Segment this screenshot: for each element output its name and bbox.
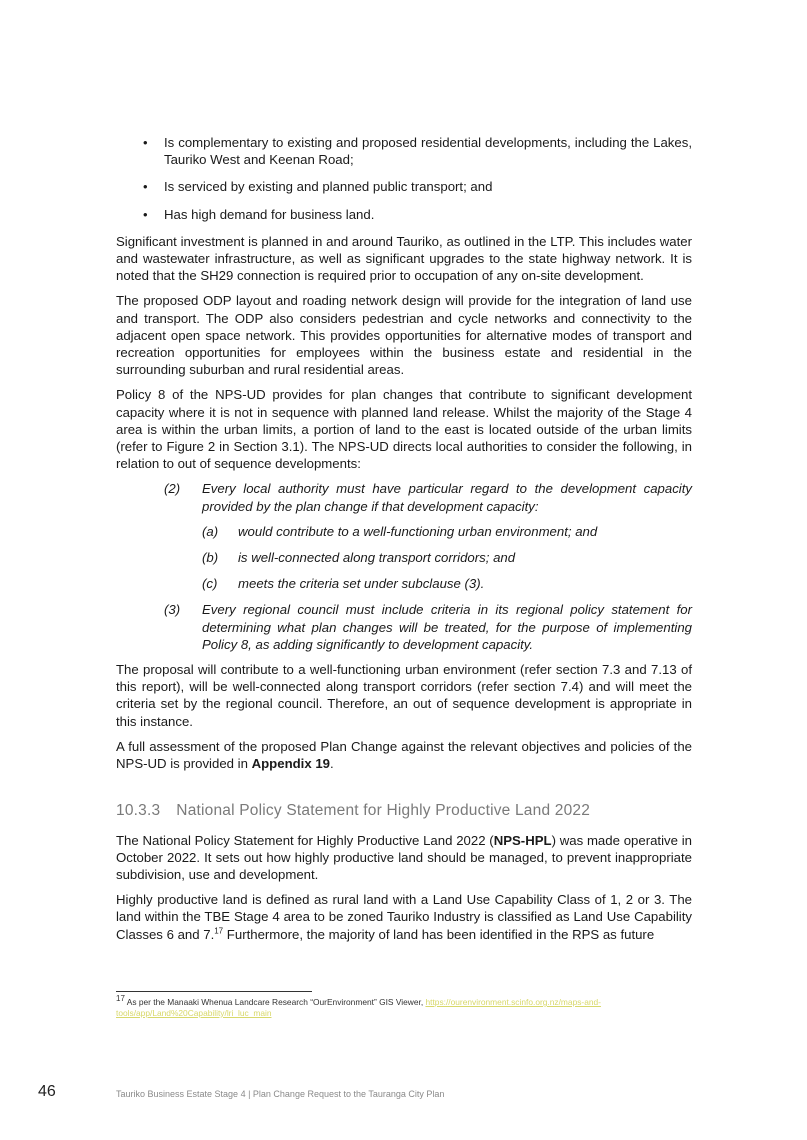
quote-item-number: (3) (164, 602, 181, 618)
quote-subitem: (a) would contribute to a well-functioning urban environment; and (202, 523, 598, 539)
footnote-number: 17 (116, 994, 125, 1004)
paragraph-land-capability: Highly productive land is defined as rural land with a Land Use Capability Class of 1, 2 or 3. The land within the TBE Stage 4 area to be zoned Tauriko Industry is classified as Land Use Capability Classes 6 and 7.17 Furthermore, the majority of land has been identified in the RPS as future (116, 892, 692, 942)
quote-item-2: (2) Every local authority must have particular regard to the development capacity provided by the plan change if that development capacity: (164, 481, 692, 514)
quote-subitem-letter: (a) (202, 523, 219, 539)
section-title: National Policy Statement for Highly Productive Land 2022 (176, 802, 591, 820)
list-item: • Has high demand for business land. (143, 206, 375, 222)
bullet-icon: • (143, 135, 148, 150)
bullet-icon: • (143, 206, 148, 222)
paragraph-proposal-contribution: The proposal will contribute to a well-functioning urban environment (refer section 7.3 and 7.13 of this report), will be well-connected along transport corridors (refer section 7.4) and will meet the criteria set by the regional council. Therefore, an out of sequence development is appropriate in this instance. (116, 662, 692, 729)
policy-quote (116, 480, 692, 653)
footnote-divider (116, 991, 312, 992)
quote-subitem: (c) meets the criteria set under subclause (3). (202, 576, 485, 592)
nps-hpl-abbreviation: NPS-HPL (493, 832, 552, 848)
quote-item-number: (2) (164, 481, 181, 497)
paragraph-assessment: A full assessment of the proposed Plan Change against the relevant objectives and policies of the NPS-UD is provided in Appendix 19. (116, 738, 692, 772)
list-item: • Is complementary to existing and proposed residential developments, including the Lakes, Tauriko West and Keenan Road; (143, 135, 692, 168)
paragraph-investment: Significant investment is planned in and around Tauriko, as outlined in the LTP. This includes water and wastewater infrastructure, as well as significant upgrades to the state highway network. It is noted that the SH29 connection is required prior to occupation of any on-site development. (116, 233, 692, 284)
section-heading (116, 802, 692, 819)
bullet-icon: • (143, 179, 148, 195)
paragraph-nps-hpl: The National Policy Statement for Highly Productive Land 2022 (NPS-HPL) was made operative in October 2022. It sets out how highly productive land should be managed, to prevent inappropriate subdivision, use and development. (116, 832, 692, 882)
list-item: • Is serviced by existing and planned public transport; and (143, 179, 493, 195)
footnote: $^{17}$ As per the Manaaki Whenua Landcare Research “OurEnvironment” GIS Viewer, https://ourenvironment.scinfo.org.nz/maps-and-tools/app/Land%20Capability/lri_luc_main (116, 994, 601, 1018)
body-content (116, 134, 692, 951)
footnote-link[interactable]: https://ourenvironment.scinfo.org.nz/maps-and-tools/app/Land%20Capability/lri_luc_main (116, 997, 601, 1018)
quote-subitem-letter: (b) (202, 550, 219, 566)
paragraph-policy-8: Policy 8 of the NPS-UD provides for plan changes that contribute to significant development capacity where it is not in sequence with planned land release. Whilst the majority of the Stage 4 area is within the urban limits, a portion of land to the east is located outside of the urban limits (refer to Figure 2 in Section 3.1). The NPS-UD directs local authorities to consider the following, in relation to out of sequence developments: (116, 387, 692, 472)
appendix-reference: Appendix 19 (251, 756, 331, 772)
paragraph-odp-layout: The proposed ODP layout and roading network design will provide for the integration of land use and transport. The ODP also considers pedestrian and cycle networks and connectivity to the adjacent open space network. This provides opportunities for alternative modes of transport and recreation opportunities for employees within the business estate and residential in the surrounding suburban and rural residential areas. (116, 293, 692, 378)
section-number: 10.3.3 (116, 802, 161, 820)
page-number: 46 (38, 1083, 56, 1100)
footer-title: Tauriko Business Estate Stage 4 | Plan Change Request to the Tauranga City Plan (116, 1089, 445, 1099)
quote-subitem: (b) is well-connected along transport corridors; and (202, 550, 516, 566)
quote-item-3: (3) Every regional council must include criteria in its regional policy statement for determining what plan changes will be treated, for the purpose of implementing Policy 8, as adding significantly to development capacity. (164, 602, 692, 652)
quote-subitem-letter: (c) (202, 576, 218, 592)
footnote-reference[interactable]: 17 (214, 926, 224, 936)
criteria-bullet-list (116, 134, 692, 223)
